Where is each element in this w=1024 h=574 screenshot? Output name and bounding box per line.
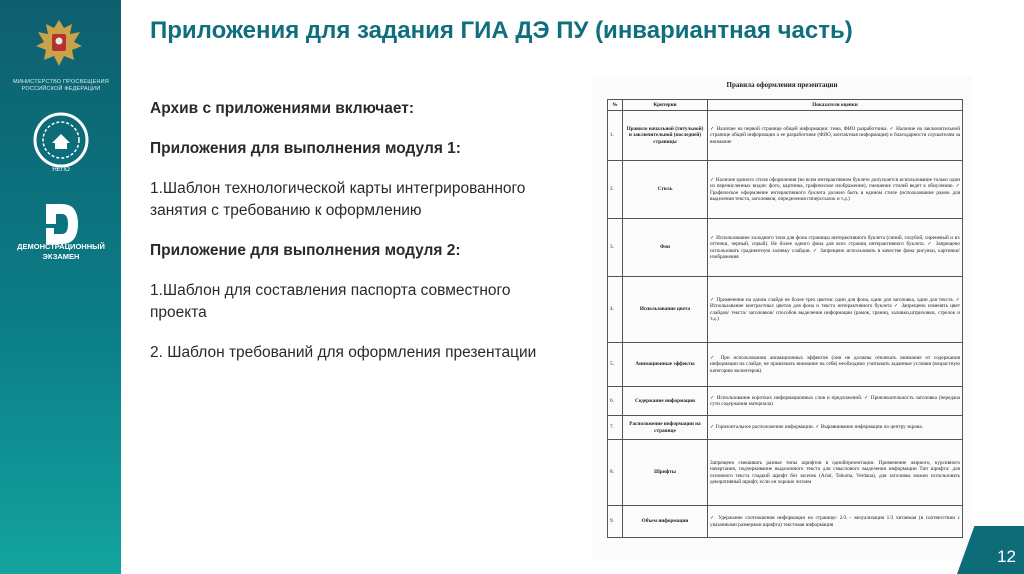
table-row: [608, 416, 963, 440]
row-indicators: Запрещено смешивать разные типы шрифтов в однойпрезентации. Применение жирного, курсивного начертания, подчеркивание выделенного текста для смыслового выделения информации Тип шрифта: для основного текста гладкий шрифт без засечек (Arial, Tahoma, Verdana), для заголовка можно использовать декоративный шрифт, если он хорошо читаем: [708, 440, 963, 506]
row-num: 2.: [608, 161, 623, 219]
table-row: [608, 111, 963, 161]
row-num: 9.: [608, 506, 623, 538]
module2-item-1: 1.Шаблон для составления паспорта совместного проекта: [150, 282, 511, 321]
slide-body: [150, 98, 570, 382]
module2-item-2: 2. Шаблон требований для оформления презентации: [150, 344, 537, 361]
row-num: 7.: [608, 416, 623, 440]
table-row: [608, 343, 963, 387]
table-row: [608, 277, 963, 343]
row-criterion: Правило начальной (титульной) и заключительной (последней) страницы: [623, 111, 708, 161]
table-header-row: [608, 100, 963, 111]
nepo-logo-icon: [30, 110, 92, 174]
row-criterion: Стиль: [623, 161, 708, 219]
slide-title: Приложения для задания ГИА ДЭ ПУ (инвариантная часть): [150, 17, 853, 44]
row-indicators: ✓ При использовании анимационных эффектов (они не должны отвлекать внимание от содержания информации на слайде, не привлекать внимание на себя) необходимо учитывать заданные условия (возрастную категорию волонтеров).: [708, 343, 963, 387]
row-criterion: Шрифты: [623, 440, 708, 506]
table-row: [608, 161, 963, 219]
table-row: [608, 440, 963, 506]
nepo-label: НЕПО: [52, 167, 70, 173]
header-indicators: Показатели оценки: [708, 100, 963, 111]
table-row: [608, 219, 963, 277]
header-criteria: Критерии: [623, 100, 708, 111]
ministry-text: МИНИСТЕРСТВО ПРОСВЕЩЕНИЯ РОССИЙСКОЙ ФЕДЕРАЦИИ: [13, 79, 109, 92]
demo-exam-logo-icon: [38, 200, 84, 248]
row-num: 5.: [608, 343, 623, 387]
row-indicators: ✓ Удержание соотношения информации на странице: 2/3 – визуализация 1/3 читаемая (в соответствии с указанными размерами шрифта) текстовая информация: [708, 506, 963, 538]
module1-heading: Приложения для выполнения модуля 1:: [150, 140, 461, 157]
row-criterion: Анимационные эффекты: [623, 343, 708, 387]
module1-item: 1.Шаблон технологической карты интегрированного занятия с требованию к оформлению: [150, 180, 526, 219]
page-number: 12: [997, 547, 1016, 566]
header-num: №: [608, 100, 623, 111]
row-indicators: ✓ Использование холодного тона для фона страницы интерактивного буклета (синий, голубой, сиреневый и их оттенки, черный, серый). Не более одного фона для всех страниц интерактивного буклета. ✓ Запрещено использовать градиентную заливку слайдов. ✓ Запрещено использовать в качестве фона рисунки, картинки/изображения: [708, 219, 963, 277]
row-num: 1.: [608, 111, 623, 161]
document-title: Правила оформления презентации: [726, 81, 838, 89]
archive-text: Архив с приложениями включает:: [150, 100, 415, 117]
row-criterion: Объем информации: [623, 506, 708, 538]
row-indicators: ✓ Наличие на первой странице общей информации: тема, ФИО разработчика. ✓ Наличие на заключительной странице общей информации о ее разработчике (ФИО, контактная информация) и благодарности слушателям за внимание: [708, 111, 963, 161]
row-num: 3.: [608, 219, 623, 277]
module2-heading: Приложение для выполнения модуля 2:: [150, 242, 461, 259]
presentation-rules-document: [592, 76, 972, 560]
row-criterion: Содержание информации: [623, 387, 708, 416]
demo-exam-text: [6, 242, 116, 262]
demo-exam-line2: ЭКЗАМЕН: [42, 252, 80, 261]
row-criterion: Расположение информации на странице: [623, 416, 708, 440]
row-indicators: ✓ Использование коротких информационных слов и предложений. ✓ Привлекательность заголовка (передача сути содержания материала): [708, 387, 963, 416]
row-criterion: Фон: [623, 219, 708, 277]
row-num: 6.: [608, 387, 623, 416]
demo-exam-line1: ДЕМОНСТРАЦИОННЫЙ: [17, 242, 105, 251]
row-criterion: Использование цвета: [623, 277, 708, 343]
row-indicators: ✓ Наличие единого стиля оформления (во всем интерактивном буклете допускается использование только один из перечисленных видов: фото, картинка, графическое изображение), смешение стилей ведет к обнулению. ✓ Графическое оформление интерактивного буклета должно быть в едином стиле (использование рамок для выделения текста, заголовков, определения гиперссылок и т.д.): [708, 161, 963, 219]
row-num: 4.: [608, 277, 623, 343]
table-row: [608, 387, 963, 416]
table-row: [608, 506, 963, 538]
sidebar: [0, 0, 121, 574]
rules-table: [607, 99, 963, 538]
row-indicators: ✓ Применение на одном слайде не более трех цветов: один для фона, один для заголовка, один для текста. ✓ Использование контрастных цветов для фона и текста интерактивного буклета ✓ Запрещено изменять цвет слайдов/ текста/ заголовков/ способов выделения информации (рамок, границ, заливки,штриховки, стрелок и т.д.): [708, 277, 963, 343]
row-indicators: ✓ Горизонтальное расположение информации. ✓ Выравнивание информации по центру экрана.: [708, 416, 963, 440]
row-num: 8.: [608, 440, 623, 506]
ministry-emblem-icon: [26, 14, 92, 72]
